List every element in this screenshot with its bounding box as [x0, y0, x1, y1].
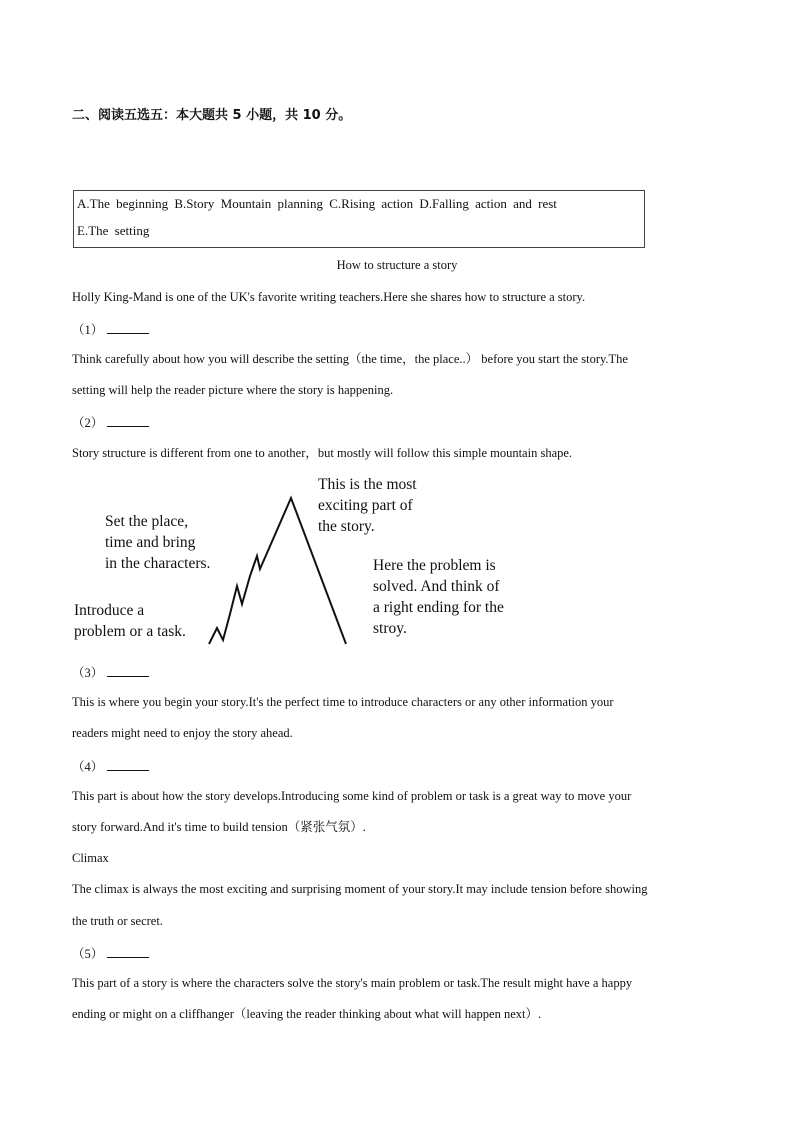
label-line: This is the most: [318, 476, 417, 493]
options-box: [73, 190, 645, 248]
climax-heading: Climax: [72, 851, 109, 865]
answer-blank[interactable]: [107, 760, 149, 771]
question-number: （5）: [72, 947, 104, 961]
question-number: （1）: [72, 323, 104, 337]
question-4-blank[interactable]: [72, 757, 149, 775]
intro-paragraph: Holly King-Mand is one of the UK's favorite writing teachers.Here she shares how to structure a story.: [72, 290, 586, 304]
label-line: Set the place,: [105, 513, 189, 530]
section-heading: 二、阅读五选五：本大题共 5 小题，共 10 分。: [72, 108, 352, 123]
paragraph-4-line-2: story forward.And it's time to build tension（紧张气氛）.: [72, 820, 366, 834]
question-number: （4）: [72, 760, 104, 774]
paragraph-6-line-1: This part of a story is where the characters solve the story's main problem or task.The result might have a happy: [72, 976, 633, 990]
label-line: in the characters.: [105, 555, 211, 572]
label-problem-solved: [373, 555, 504, 639]
options-line-2: E.The setting: [77, 223, 150, 238]
paragraph-5-line-1: The climax is always the most exciting and surprising moment of your story.It may include tension before showing: [72, 882, 648, 896]
label-exciting-part: [318, 474, 417, 537]
paragraph-2: Story structure is different from one to another，but mostly will follow this simple mountain shape.: [72, 446, 573, 460]
options-line-1: A.The beginning B.Story Mountain planning C.Rising action D.Falling action and rest: [77, 196, 557, 211]
paragraph-4-line-1: This part is about how the story develops.Introducing some kind of problem or task is a great way to move your: [72, 789, 632, 803]
answer-blank[interactable]: [107, 666, 149, 677]
label-line: exciting part of: [318, 497, 413, 514]
paragraph-3-line-1: This is where you begin your story.It's the perfect time to introduce characters or any other information your: [72, 695, 614, 709]
story-mountain-figure: [66, 474, 536, 654]
label-line: solved. And think of: [373, 578, 500, 595]
article-title: How to structure a story: [336, 258, 458, 272]
label-line: time and bring: [105, 534, 196, 551]
label-line: problem or a task.: [74, 623, 186, 640]
label-line: Here the problem is: [373, 557, 496, 574]
label-introduce-problem: [74, 600, 186, 642]
label-line: Introduce a: [74, 602, 145, 619]
question-2-blank[interactable]: [72, 413, 149, 431]
answer-blank[interactable]: [107, 323, 149, 334]
question-5-blank[interactable]: [72, 944, 149, 962]
paragraph-5-line-2: the truth or secret.: [72, 914, 163, 928]
label-line: a right ending for the: [373, 599, 504, 616]
paragraph-3-line-2: readers might need to enjoy the story ahead.: [72, 726, 293, 740]
question-number: （2）: [72, 416, 104, 430]
answer-blank[interactable]: [107, 947, 149, 958]
question-number: （3）: [72, 666, 104, 680]
label-line: stroy.: [373, 620, 407, 637]
question-3-blank[interactable]: [72, 663, 149, 681]
paragraph-6-line-2: ending or might on a cliffhanger（leaving the reader thinking about what will happen next）.: [72, 1007, 542, 1021]
answer-blank[interactable]: [107, 416, 149, 427]
label-set-place: [105, 511, 210, 574]
label-line: the story.: [318, 518, 375, 535]
paragraph-1-line-1: Think carefully about how you will describe the setting（the time，the place..） before you start the story.The: [72, 352, 628, 366]
question-1-blank[interactable]: [72, 320, 149, 338]
paragraph-1-line-2: setting will help the reader picture where the story is happening.: [72, 383, 394, 397]
